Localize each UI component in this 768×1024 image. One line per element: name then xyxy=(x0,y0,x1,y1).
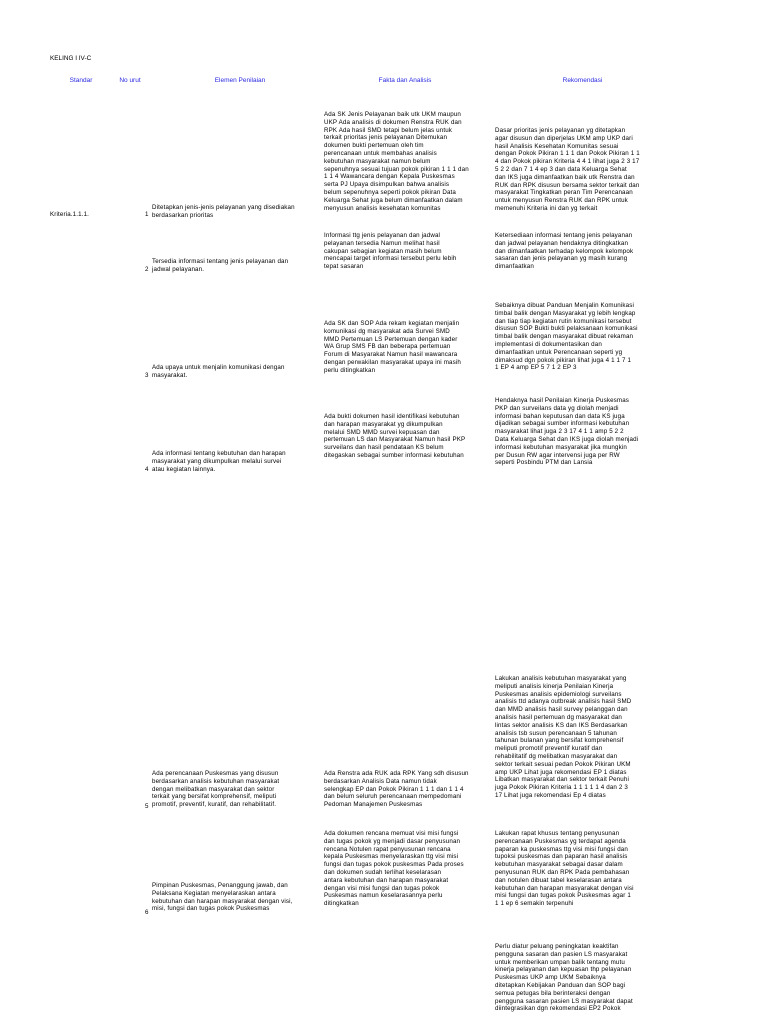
rekomendasi-cell: Hendaknya hasil Penilaian Kinerja Puskesmas PKP dan surveilans data yg diolah menjadi informasi bahan keputusan dan data KS juga dijadikan sebagai sumber informasi kebutuhan masyarakat lihat juga 2 3 17 4 1 1 amp 5 2 2 Data Keluarga Sehat dan IKS juga diolah menjadi informasi kebutuhan masyarakat jika mungkin per Dusun RW agar intervensi juga per RW seperti Posbindu PTM dan Lansia xyxy=(495,397,639,467)
header-standar: Standar xyxy=(69,77,93,84)
elemen-cell: Ada informasi tentang kebutuhan dan harapan masyarakat yang dikumpulkan melalui survei atau kegiatan lainnya. xyxy=(152,450,286,473)
elemen-cell: Ditetapkan jenis-jenis pelayanan yang disediakan berdasarkan prioritas xyxy=(152,204,295,219)
no-urut-cell: 3 xyxy=(145,372,149,379)
rekomendasi-cell: Lakukan analisis kebutuhan masyarakat yang meliputi analisis kinerja Penilaian Kinerja Puskesmas analisis epidemiologi surveilans analisis ttd adanya outbreak analisis hasil SMD dan MMD analisis hasil survey pelanggan dan analisis hasil pertemuan dg masyarakat dan lintas sektor analisis KS dan IKS Berdasarkan analisis tsb susun perencanaan 5 tahunan tahunan bulanan yang bersifat komprehensif meliputi promotif preventif kuratif dan rehabilitatif dg melibatkan masyarakat dan sektor terkait sesuai pedan Pokok Pikiran UKM amp UKP Lihat juga rekomendasi EP 1 diatas Libatkan masyarakat dan sektor terkait Penuhi juga Pokok Pikiran Kriteria 1 1 1 1 1 4 dan 2 3 17 Lihat juga rekomendasi Ep 4 diatas xyxy=(495,675,632,799)
header-rekomendasi: Rekomendasi xyxy=(562,77,603,84)
fakta-cell: Ada dokumen rencana memuat visi misi fungsi dan tugas pokok yg menjadi dasar penyusunan rencana Notulen rapat penyusunan rencana kepala Puskesmas menyelaraskan ttg visi misi fungsi dan tugas pokok puskesmas Pada proses dan dokumen sudah terlihat keselarasan antara kebutuhan dan harapan masyarakat dengan visi misi fungsi dan tugas pokok Puskesmas namun keselarasannya perlu ditingkatkan xyxy=(324,830,464,908)
rekomendasi-cell: Sebaiknya dibuat Panduan Menjalin Komunikasi timbal balik dengan Masyarakat yg lebih lengkap dan tiap tiap kegiatan rutin komunikasi tersebut disusun SOP Bukti bukti pelaksanaan komunikasi timbal balik dengan masyarakat dibuat rekaman implementasi di dokumentasikan dan dimanfaatkan untuk Perencanaan seperti yg dimaksud dgn pokok pikiran lihat juga 4 1 1 7 1 1 EP 4 amp EP 5 7 1 2 EP 3 xyxy=(495,302,638,372)
rekomendasi-cell: Dasar prioritas jenis pelayanan yg ditetapkan agar disusun dan diperjelas UKM amp UKP dari hasil Analisis Kesehatan Komunitas sesuai dengan Pokok Pikiran 1 1 1 dan Pokok Pikiran 1 1 4 dan Pokok pikiran Kriteria 4 4 1 lihat juga 2 3 17 5 2 2 dan 7 1 4 ep 3 dan data Keluarga Sehat dan IKS juga dimanfaatkan baik utk Renstra dan RUK dan RPK disusun bersama sektor terkait dan masyarakat Tingkatkan peran Tim Perencanaan untuk menyusun Renstra RUK dan RPK untuk memenuhi Kriteria ini dan yg terkait xyxy=(495,127,640,212)
elemen-cell: Pimpinan Puskesmas, Penanggung jawab, dan Pelaksana Kegiatan menyelaraskan antara kebutuhan dan harapan masyarakat dengan visi, misi, fungsi dan tugas pokok Puskesmas xyxy=(152,882,293,913)
elemen-cell: Tersedia informasi tentang jenis pelayanan dan jadwal pelayanan. xyxy=(152,258,289,273)
no-urut-cell: 1 xyxy=(145,211,149,218)
fakta-cell: Ada Renstra ada RUK ada RPK Yang sdh disusun berdasarkan Analisis Data namun tidak selengkap EP dan Pokok Pikiran 1 1 1 dan 1 1 4 dan belum seluruh perencanaan mempedomani Pedoman Manajemen Puskesmas xyxy=(324,770,469,809)
fakta-cell: Informasi ttg jenis pelayanan dan jadwal pelayanan tersedia Namun melihat hasil cakupan sebagian kegiatan masih belum mencapai target informasi tersebut perlu lebih tepat sasaran xyxy=(324,232,457,271)
fakta-cell: Ada bukti dokumen hasil identifikasi kebutuhan dan harapan masyarakat yg dikumpulkan melalui SMD MMD survei kepuasan dan pertemuan LS dan Masyarakat Namun hasil PKP surveilans dan hasil pendataan KS belum ditegaskan sebagai sumber informasi kebutuhan xyxy=(324,413,466,459)
rekomendasi-cell: Lakukan rapat khusus tentang penyusunan perencanaan Puskesmas yg terdapat agenda paparan ka puskesmas ttg visi misi fungsi dan tupoksi puskesmas dan paparan hasil analisis kebutuhan masyarakat sebagai dasar dalam penyusunan RUK dan RPK Pada pembahasan dan notulen dibuat tabel keselarasan antara kebutuhan dan harapan masyarakat dengan visi misi fungsi dan tugas pokok Puskesmas agar 1 1 1 ep 6 semakin terpenuhi xyxy=(495,830,634,908)
no-urut-cell: 4 xyxy=(145,466,149,473)
rekomendasi-cell: Perlu diatur peluang peningkatan keaktifan pengguna sasaran dan pasien LS masyarakat untuk memberikan umpan balik tentang mutu kinerja pelayanan dan kepuasan thp pelayanan Puskesmas UKP amp UKM Sebaiknya ditetapkan Kebijakan Panduan dan SOP bagi semua petugas bila berinteraksi dengan pengguna sasaran pasien LS masyarakat dapat diintegrasikan dgn rekomendasi EP2 Pokok xyxy=(495,943,633,1013)
elemen-cell: Ada upaya untuk menjalin komunikasi dengan masyarakat. xyxy=(152,364,285,379)
no-urut-cell: 5 xyxy=(145,803,149,810)
standar-cell: Kriteria.1.1.1. xyxy=(50,211,90,218)
fakta-cell: Ada SK dan SOP Ada rekam kegiatan menjalin komunikasi dg masyarakat ada Survei SMD MMD Pertemuan LS Pertemuan dengan kader WA Grup SMS FB dan beberapa pertemuan Forum di Masyarakat Namun hasil wawancara dengan perwakilan masyarakat upaya ini masih perlu ditingkatkan xyxy=(324,320,461,374)
header-fakta-analisis: Fakta dan Analisis xyxy=(378,77,432,84)
rekomendasi-cell: Ketersediaan informasi tentang jenis pelayanan dan jadwal pelayanan hendaknya ditingkatkan dan dimanfaatkan terhadap kelompok kelompok sasaran dan jenis pelayanan yg masih kurang dimanfaatkan xyxy=(495,232,634,271)
elemen-cell: Ada perencanaan Puskesmas yang disusun berdasarkan analisis kebutuhan masyarakat dengan melibatkan masyarakat dan sektor terkait yang bersifat komprehensif, meliputi promotif, preventif, kuratif, dan rehabilitatif. xyxy=(152,770,280,809)
fakta-cell: Ada SK Jenis Pelayanan baik utk UKM maupun UKP Ada analisis di dokumen Renstra RUK dan RPK Ada hasil SMD tetapi belum jelas untuk terkait prioritas jenis pelayanan Ditemukan dokumen bukti pertemuan oleh tim perencanaan untuk membahas analisis kebutuhan masyarakat namun belum sepenuhnya sesuai tujuan pokok pikiran 1 1 1 dan 1 1 4 Wawancara dengan Kepala Puskesmas serta PJ Upaya disimpulkan bahwa analisis belum sepenuhnya seperti pokok pikiran Data Keluarga Sehat juga belum dimanfaatkan dalam menyusun analisis kesehatan komunitas xyxy=(324,111,469,212)
sheet-title: KELING I IV-C xyxy=(50,55,92,62)
no-urut-cell: 2 xyxy=(145,266,149,273)
header-no-urut: No urut xyxy=(119,77,141,84)
no-urut-cell: 6 xyxy=(145,909,149,916)
header-elemen-penilaian: Elemen Penilaian xyxy=(214,77,266,84)
